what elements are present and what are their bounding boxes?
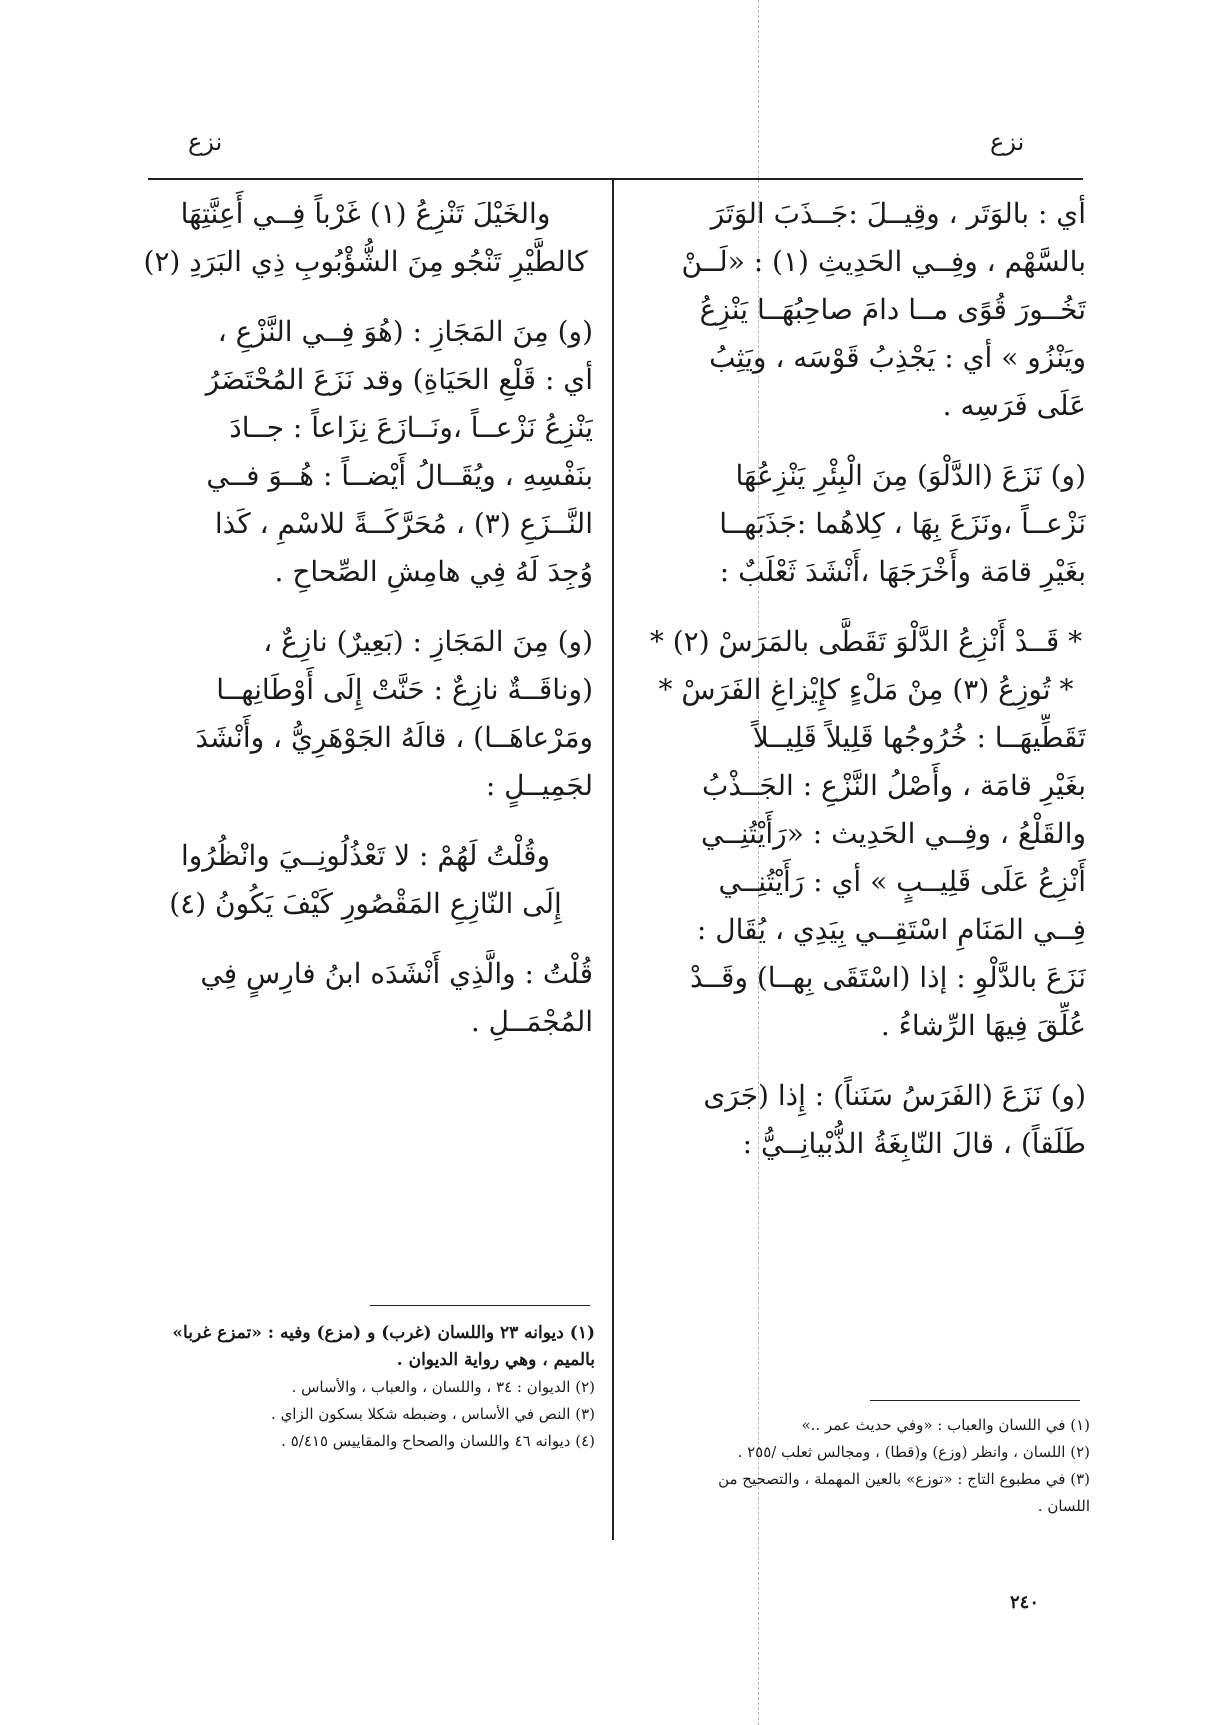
text-line: نَزَعَ بالدَّلْوِ : إذا (اسْتَقَى بِهــا) وقَــدْ bbox=[689, 961, 1086, 994]
text-line: أي : بالوَتَر ، وقِيــلَ :جَــذَبَ الوَتَرَ bbox=[710, 197, 1086, 230]
text-line: (و) مِنَ المَجَازِ : (هُوَ فِــي النَّزْعِ ، bbox=[217, 315, 593, 348]
text-line: عَلَى فَرَسِه . bbox=[942, 389, 1086, 422]
text-line: طَلَقاً) ، قالَ النّابِغَةُ الذُّبْيانِــيُّ : bbox=[742, 1127, 1086, 1160]
text-line: بغَيْرِ قامَة وأَخْرَجَهَا ،أَنْشَدَ ثَعْلَبٌ : bbox=[719, 555, 1086, 588]
right-column bbox=[646, 190, 1086, 1168]
text-line: ومَرْعاهَــا) ، قالَهُ الجَوْهَرِيُّ ، وأَنْشَدَ bbox=[195, 721, 593, 754]
footnote: (٣) النص في الأساس ، وضبطه شكلا بسكون الزاي . bbox=[271, 1405, 595, 1423]
text-line: المُجْمَــلِ . bbox=[470, 1005, 593, 1038]
footnote-rule-right bbox=[870, 1400, 1080, 1401]
footnote: (٢) الديوان : ٣٤ ، واللسان ، والعباب ، والأساس . bbox=[291, 1378, 595, 1396]
text-line: (و) مِنَ المَجَازِ : (بَعِيرٌ) نازِعٌ ، bbox=[263, 625, 593, 658]
text-line: (و) نَزَعَ (الدَّلْوَ) مِنَ الْبِئْرِ يَنْزِعُهَا bbox=[735, 459, 1086, 492]
page-number: ٢٤٠ bbox=[1010, 1592, 1040, 1613]
header-keyword-right: نزع bbox=[990, 128, 1025, 156]
text-line: بنَفْسِهِ ، ويُقَــالُ أَيْضــاً : هُــوَ فــي bbox=[206, 459, 593, 492]
verse-line: إِلَى النّازِعِ المَقْصُورِ كَيْفَ يَكُونُ (٤) bbox=[169, 887, 562, 920]
text-line: أَنْزِعُ عَلَى قَلِيــبٍ » أي : رَأَيْتُنِــي bbox=[718, 865, 1086, 898]
header-keyword-left: نزع bbox=[188, 128, 223, 156]
text-line: بغَيْرِ قامَة ، وأَصْلُ النَّزْعِ : الجَــذْبُ bbox=[701, 769, 1086, 802]
verse-line: وقُلْتُ لَهُمْ : لا تَعْذُلُونِــيَ وانْظُرُوا bbox=[181, 839, 550, 872]
text-line: أي : قَلْعِ الحَيَاةِ) وقد نَزَعَ المُحْتَضَرُ bbox=[205, 363, 593, 396]
footnote: اللسان . bbox=[1037, 1497, 1090, 1515]
verse-line: * قَــدْ أَنْزِعُ الدَّلْوَ تَقَطَّى بالمَرَسْ (٢) * bbox=[649, 625, 1083, 658]
footnote: (١) في اللسان والعباب : «وفي حديث عمر ..» bbox=[801, 1416, 1090, 1434]
footnote: (٤) ديوانه ٤٦ واللسان والصحاح والمقاييس ٥/٤١٥ . bbox=[281, 1432, 595, 1450]
text-line: بالسَّهْم ، وفِــي الحَدِيثِ (١) : «لَــنْ bbox=[681, 245, 1086, 278]
text-line: (وناقَــةٌ نازِعٌ : حَنَّتْ إِلَى أَوْطَانِهــا bbox=[216, 673, 593, 706]
left-column bbox=[138, 190, 593, 1046]
footnote-rule-left bbox=[370, 1305, 590, 1306]
text-line: (و) نَزَعَ (الفَرَسُ سَنَناً) : إِذا (جَرَى bbox=[703, 1079, 1086, 1112]
text-line: يَنْزِعُ نَزْعــاً ،ونَــازَعَ نِزَاعاً : جــادَ bbox=[229, 411, 593, 444]
text-line: فِــي المَنَامِ اسْتَقِــي بِيَدِي ، يُقَال : bbox=[696, 913, 1086, 946]
text-line: عُلِّقَ فِيهَا الرِّشاءُ . bbox=[880, 1009, 1086, 1042]
footnotes-left bbox=[135, 1320, 595, 1455]
text-line: النَّــزَعِ (٣) ، مُحَرَّكَــةً للاسْمِ ، كَذا bbox=[214, 507, 593, 540]
footnote: (٣) في مطبوع التاج : «توزع» بالعين المهملة ، والتصحيح من bbox=[718, 1470, 1090, 1488]
header-rule bbox=[148, 178, 1083, 180]
text-line: قُلْتُ : والَّذِي أَنْشَدَه ابنُ فارِسٍ فِي bbox=[200, 957, 593, 990]
footnote: (١) ديوانه ٢٣ واللسان (غرب) و (مزع) وفيه : «تمزع غربا» بالميم ، وهي رواية الديوان . bbox=[172, 1323, 595, 1370]
text-line: نَزْعــاً ،ونَزَعَ بِهَا ، كِلاهُما :جَذَبَهــا bbox=[719, 507, 1086, 540]
text-line: تَقَطِّيهَــا : خُرُوجُها قَلِيلاً قَلِيــلاً bbox=[752, 721, 1086, 754]
verse-line: * تُوزِعُ (٣) مِنْ مَلْءٍ كإِيْزاغِ الفَرَسْ * bbox=[658, 673, 1074, 706]
footnotes-right bbox=[640, 1412, 1090, 1520]
text-line: ويَنْزُو » أي : يَجْذِبُ قَوْسَه ، ويَثِبُ bbox=[709, 341, 1086, 374]
text-line: لجَمِيــلٍ : bbox=[485, 769, 593, 802]
verse-line: كالطَّيْرِ تَنْجُو مِنَ الشُّؤْبُوبِ ذِي البَرَدِ (٢) bbox=[143, 245, 588, 278]
text-line: تَخُــورَ قُوًى مــا دامَ صاحِبُهَــا يَنْزِعُ bbox=[699, 293, 1086, 326]
text-line: والقَلْعُ ، وفِــي الحَدِيث : «رَأَيْتُنِــي bbox=[700, 817, 1086, 850]
verse-line: والخَيْلَ تَنْزِعُ (١) غَرْباً فِــي أَعِنَّتِهَا bbox=[180, 197, 551, 230]
footnote: (٢) اللسان ، وانظر (وزع) و(قطا) ، ومجالس ثعلب /٢٥٥ . bbox=[737, 1443, 1090, 1461]
text-line: وُجِدَ لَهُ فِي هامِشِ الصِّحاحِ . bbox=[274, 555, 593, 588]
column-divider bbox=[612, 180, 614, 1540]
